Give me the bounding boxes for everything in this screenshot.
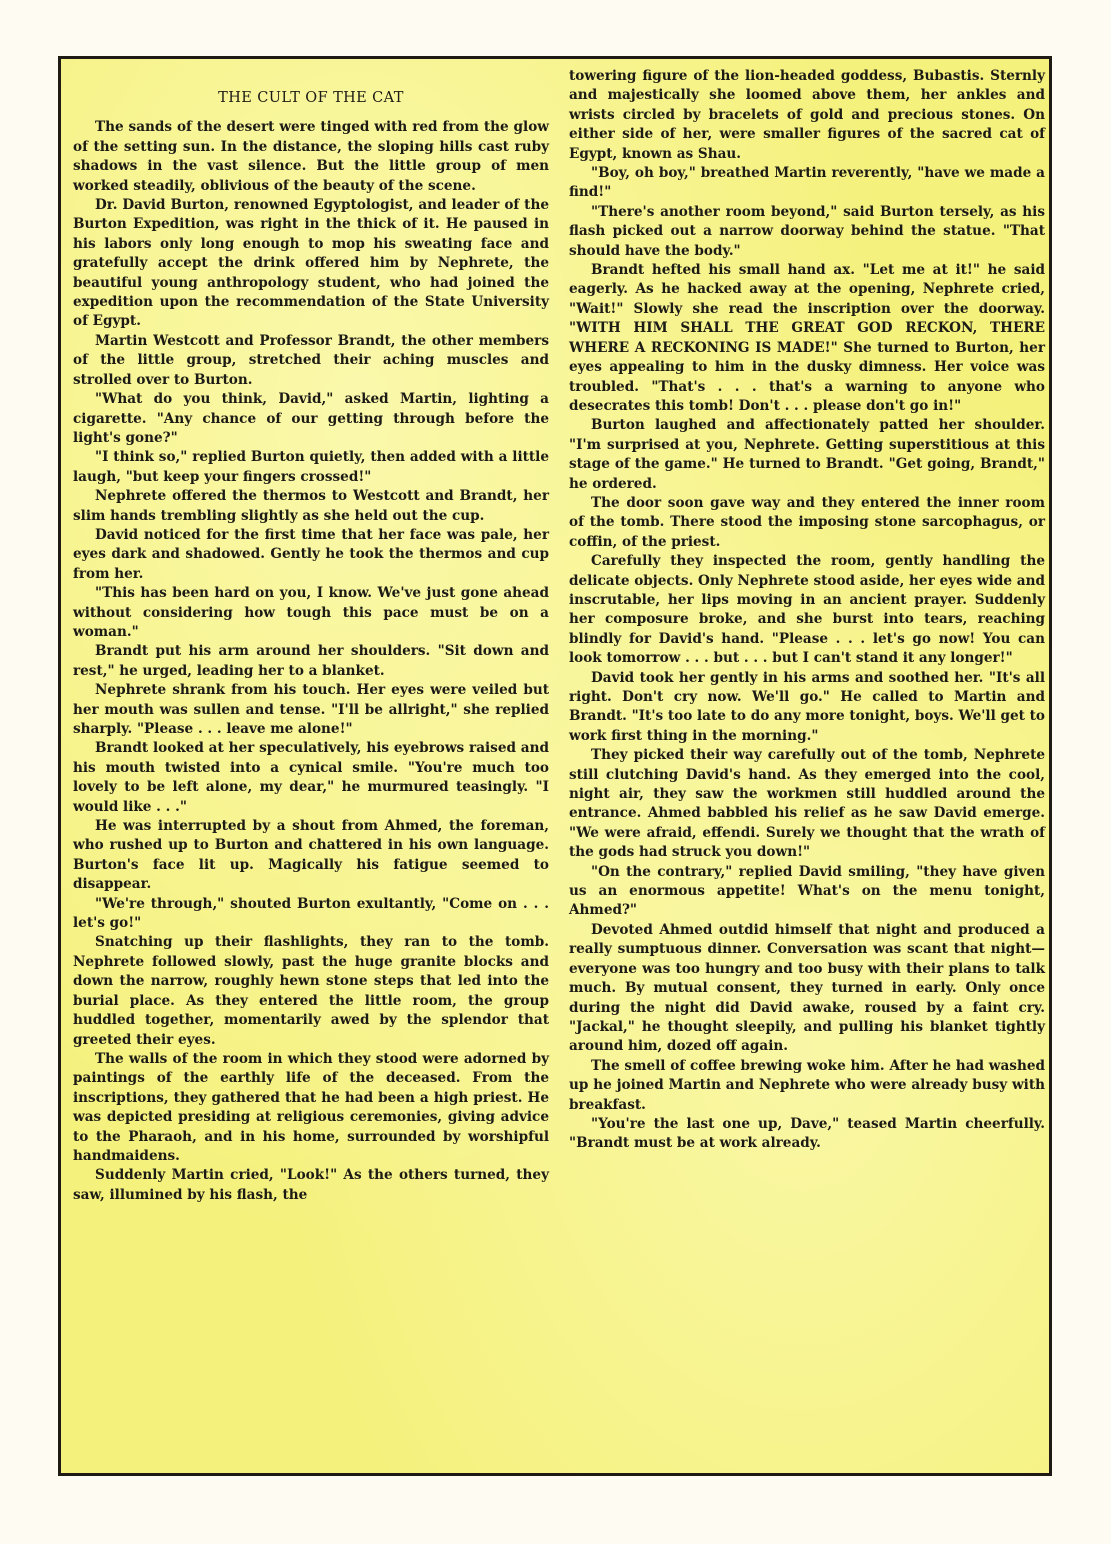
paragraph: "There's another room beyond," said Burton tersely, as his flash picked out a narrow doorway behind the statue. "That should have the body." xyxy=(569,203,1045,259)
paragraph: David noticed for the first time that her face was pale, her eyes dark and shadowed. Gently he took the thermos and cup from her. xyxy=(73,526,549,582)
paragraph: David took her gently in his arms and soothed her. "It's all right. Don't cry now. We'll go." He called to Martin and Brandt. "It's too late to do any more tonight, boys. We'll get to work first thing in the morning." xyxy=(569,669,1045,744)
paragraph: They picked their way carefully out of the tomb, Nephrete still clutching David's hand. As they emerged into the cool, night air, they saw the workmen still huddled around the entrance. Ahmed babbled his relief as he saw David emerge. "We were afraid, effendi. Surely we thought that the wrath of the gods had struck you down!" xyxy=(569,747,1045,861)
paragraph: He was interrupted by a shout from Ahmed, the foreman, who rushed up to Burton and chattered in his own language. Burton's face lit up. Magically his fatigue seemed to disappear. xyxy=(73,818,549,893)
paragraph: The walls of the room in which they stood were adorned by paintings of the earthly life of the deceased. From the inscriptions, they gathered that he had been a high priest. He was depicted presiding at religious ceremonies, giving advice to the Pharaoh, and in his home, surrounded by worshipful handmaidens. xyxy=(73,1050,549,1164)
paragraph: Brandt hefted his small hand ax. "Let me at it!" he said eagerly. As he hacked away at the opening, Nephrete cried, "Wait!" Slowly she read the inscription over the doorway. "WITH HIM SHALL THE GREAT GOD RECKON, THERE WHERE A RECKONING IS MADE!" She turned to Burton, her eyes appealing to him in the dusky dimness. Her voice was troubled. "That's . . . that's a warning to anyone who desecrates this tomb! Don't . . . please don't go in!" xyxy=(569,262,1045,414)
paragraph: "I think so," replied Burton quietly, then added with a little laugh, "but keep your fingers crossed!" xyxy=(73,449,549,485)
paragraph: Carefully they inspected the room, gently handling the delicate objects. Only Nephrete stood aside, her eyes wide and inscrutable, her lips moving in an ancient prayer. Suddenly her composure broke, and she burst into tears, reaching blindly for David's hand. "Please . . . let's go now! You can look tomorrow . . . but . . . but I can't stand it any longer!" xyxy=(569,553,1046,667)
right-column xyxy=(569,67,1045,1154)
paragraph: "This has been hard on you, I know. We've just gone ahead without considering how tough this pace must be on a woman." xyxy=(73,585,549,640)
paragraph: Burton laughed and affectionately patted her shoulder. "I'm surprised at you, Nephrete. Getting superstitious at this stage of the game." He turned to Brandt. "Get going, Brandt," he ordered. xyxy=(569,417,1045,492)
story-title: THE CULT OF THE CAT xyxy=(218,90,404,106)
story-page xyxy=(58,56,1052,1476)
paragraph: "You're the last one up, Dave," teased Martin cheerfully. "Brandt must be at work already. xyxy=(569,1115,1045,1152)
left-column xyxy=(73,89,549,1205)
paragraph: The smell of coffee brewing woke him. After he had washed up he joined Martin and Nephrete who were already busy with breakfast. xyxy=(569,1057,1045,1113)
paragraph: "We're through," shouted Burton exultantly, "Come on . . . let's go!" xyxy=(73,895,549,932)
paragraph: The sands of the desert were tinged with red from the glow of the setting sun. In the distance, the sloping hills cast ruby shadows in the vast silence. But the little group of men worked steadily, oblivious of the beauty of the scene. xyxy=(73,119,549,194)
paragraph: Dr. David Burton, renowned Egyptologist, and leader of the Burton Expedition, was right in the thick of it. He paused in his labors only long enough to mop his sweating face and gratefully accept the drink offered him by Nephrete, the beautiful young anthropology student, who had joined the expedition upon the recommendation of the State University of Egypt. xyxy=(73,197,549,330)
paragraph: "On the contrary," replied David smiling, "they have given us an enormous appetite! What's on the menu tonight, Ahmed?" xyxy=(569,863,1045,919)
paragraph: The door soon gave way and they entered the inner room of the tomb. There stood the imposing stone sarcophagus, or coffin, of the priest. xyxy=(569,494,1045,550)
paragraph: Snatching up their flashlights, they ran to the tomb. Nephrete followed slowly, past the huge granite blocks and down the narrow, roughly hewn stone steps that led into the burial place. As they entered the little room, the group huddled together, momentarily awed by the splendor that greeted their eyes. xyxy=(73,934,549,1048)
paragraph: Martin Westcott and Professor Brandt, the other members of the little group, stretched their aching muscles and strolled over to Burton. xyxy=(73,332,549,388)
paragraph: Brandt put his arm around her shoulders. "Sit down and rest," he urged, leading her to a blanket. xyxy=(73,643,549,679)
paragraph: Nephrete shrank from his touch. Her eyes were veiled but her mouth was sullen and tense. "I'll be allright," she replied sharply. "Please . . . leave me alone!" xyxy=(73,682,549,737)
paragraph: "Boy, oh boy," breathed Martin reverently, "have we made a find!" xyxy=(569,165,1045,201)
paragraph: "What do you think, David," asked Martin, lighting a cigarette. "Any chance of our getting through before the light's gone?" xyxy=(73,391,549,446)
paragraph: Suddenly Martin cried, "Look!" As the others turned, they saw, illumined by his flash, the xyxy=(73,1167,549,1203)
paragraph: Brandt looked at her speculatively, his eyebrows raised and his mouth twisted into a cynical smile. "You're much too lovely to be left alone, my dear," he murmured teasingly. "I would like . . ." xyxy=(73,740,549,815)
paragraph: Devoted Ahmed outdid himself that night and produced a really sumptuous dinner. Conversation was scant that night—everyone was too hungry and too busy with their plans to talk much. By mutual consent, they turned in early. Only once during the night did David awake, roused by a faint cry. "Jackal," he thought sleepily, and pulling his blanket tightly around him, dozed off again. xyxy=(569,921,1045,1055)
paragraph: Nephrete offered the thermos to Westcott and Brandt, her slim hands trembling slightly as she held out the cup. xyxy=(73,488,549,524)
paragraph-continued: towering figure of the lion-headed goddess, Bubastis. Sternly and majestically she loomed above them, her ankles and wrists circled by bracelets of gold and precious stones. On either side of her, were smaller figures of the sacred cat of Egypt, known as Shau. xyxy=(569,68,1045,162)
